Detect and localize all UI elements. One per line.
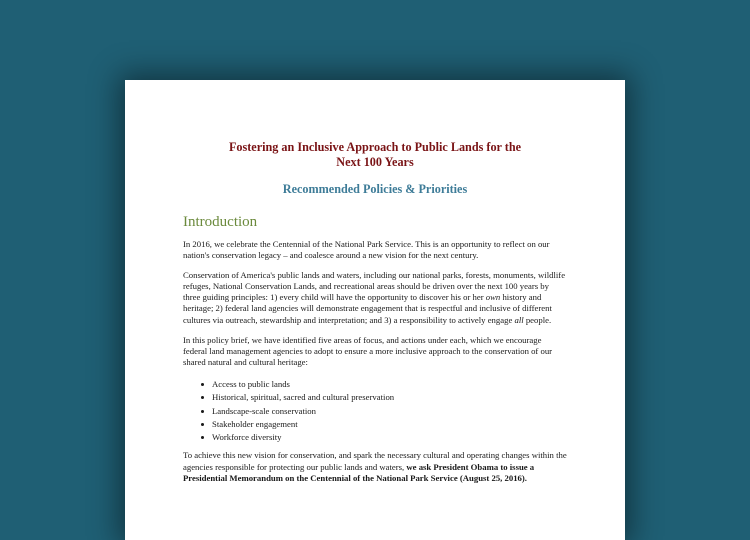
paragraph-2-emphasis-own: own — [485, 292, 501, 303]
list-item: Historical, spiritual, sacred and cultural preservation — [212, 391, 567, 404]
paragraph-2-part-3: people. — [523, 314, 552, 325]
document-page — [125, 80, 625, 540]
list-item: Workforce diversity — [212, 431, 567, 444]
paragraph-4 — [183, 450, 567, 483]
title-line-1: Fostering an Inclusive Approach to Public Lands for the — [228, 140, 522, 154]
list-item: Access to public lands — [212, 378, 567, 391]
paragraph-1: In 2016, we celebrate the Centennial of the National Park Service. This is an opportunity to reflect on our nation's conservation legacy – and coalesce around a new vision for the next century. — [183, 239, 550, 261]
paragraph-2-part-1: Conservation of America's public lands and waters, including our national parks, forests, monuments, wildlife refuges, National Conservation Lands, and recreational areas should be driven over the next 100 years by three guiding principles: 1) every child will have the opportunity to discover his or her — [183, 270, 566, 303]
paragraph-2-part-2: history and heritage; 2) federal land agencies will demonstrate engagement that is respectful and inclusive of different cultures via outreach, stewardship and interpretation; and 3) a responsibility to actively engage — [183, 292, 552, 325]
document-title — [183, 140, 567, 170]
paragraph-2 — [183, 270, 567, 325]
document-subtitle: Recommended Policies & Priorities — [282, 182, 468, 196]
paragraph-3: In this policy brief, we have identified five areas of focus, and actions under each, which we encourage federal land management agencies to adopt to ensure a more inclusive approach to the conservation of our shared natural and cultural heritage: — [183, 334, 553, 367]
list-item: Landscape-scale conservation — [212, 405, 567, 418]
section-heading-introduction: Introduction — [183, 214, 258, 230]
paragraph-4-text: To achieve this new vision for conservation, and spark the necessary cultural and operating changes within the agencies responsible for protecting our public lands and waters, — [183, 450, 567, 472]
focus-areas-list — [183, 378, 567, 444]
title-line-2: Next 100 Years — [336, 155, 414, 169]
list-item: Stakeholder engagement — [212, 418, 567, 431]
paragraph-4-bold-request: we ask President Obama to issue a Presidential Memorandum on the Centennial of the National Park Service (August 25, 2016). — [183, 461, 535, 483]
paragraph-2-emphasis-all: all — [514, 314, 524, 325]
